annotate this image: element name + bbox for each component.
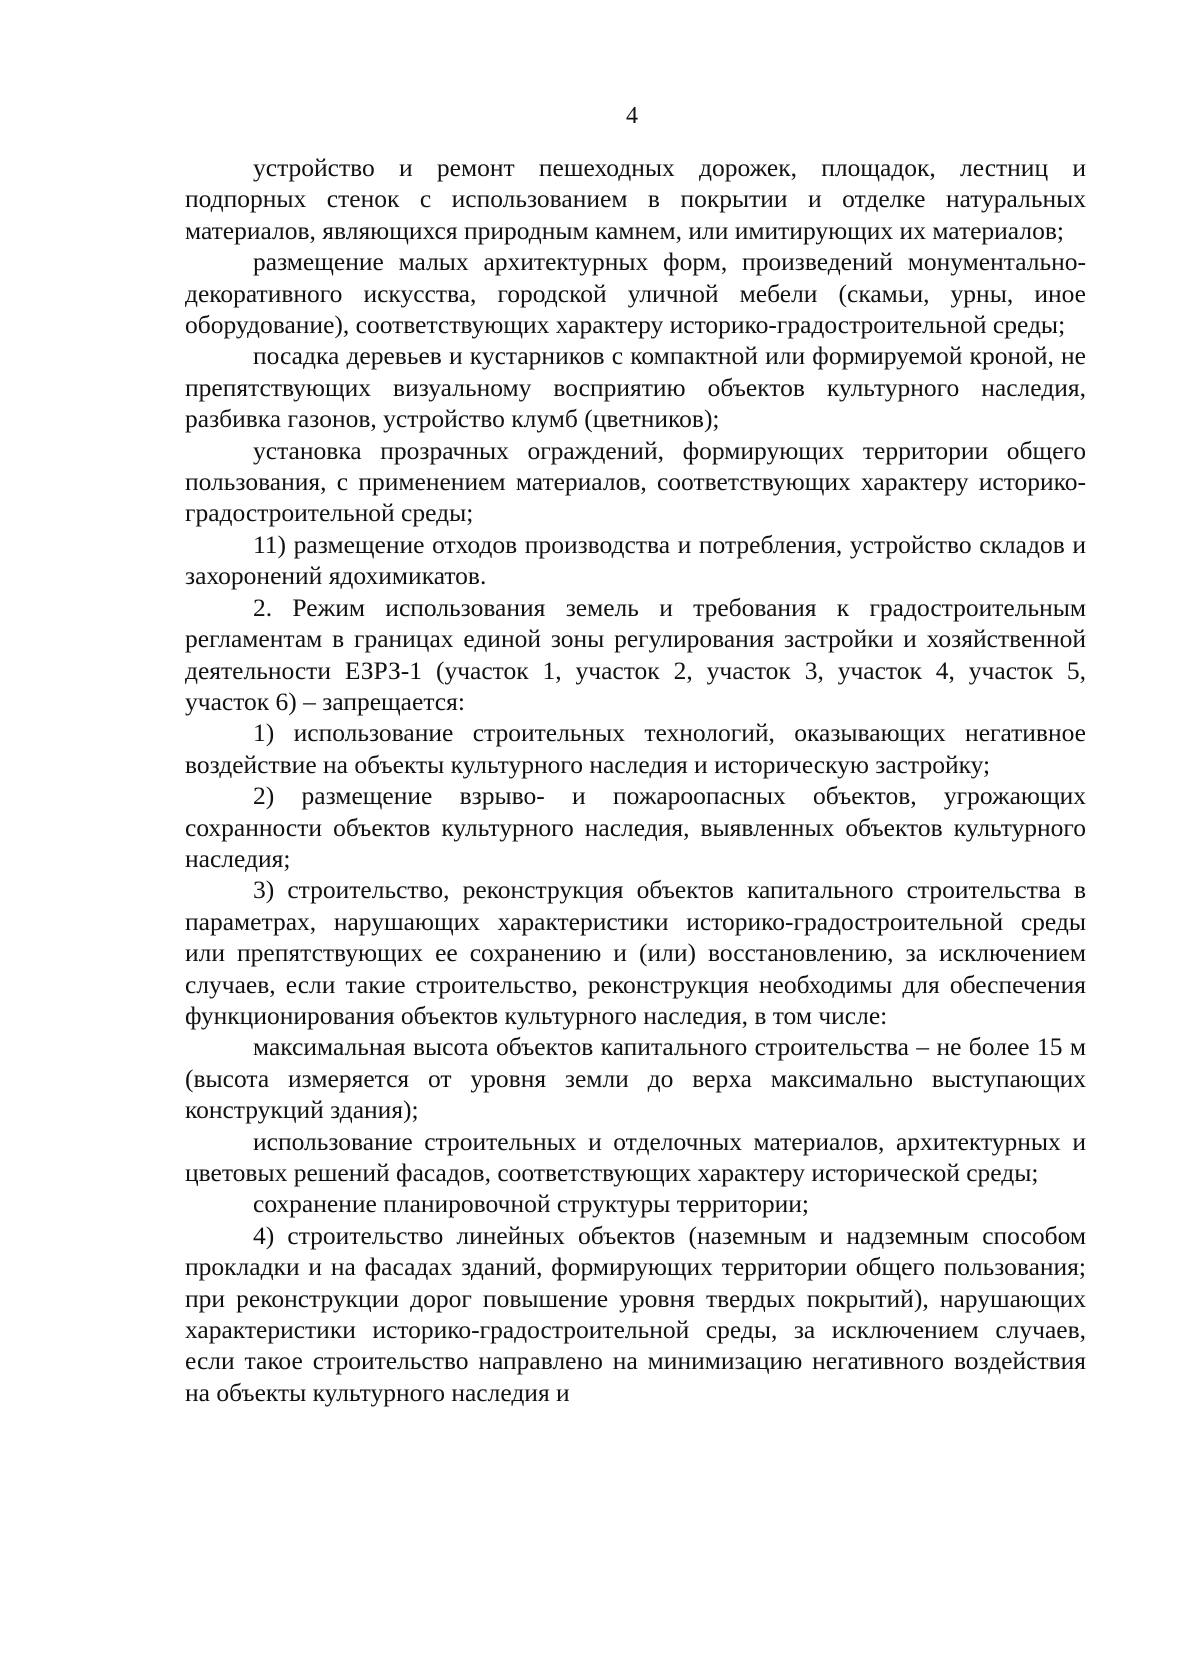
paragraph-planning-structure: сохранение планировочной структуры территории; bbox=[253, 1189, 809, 1219]
paragraph-item-11-waste: 11) размещение отходов производства и потребления, устройство складов и захоронений ядохимикатов. bbox=[185, 529, 1086, 591]
paragraph-planting-trees: посадка деревьев и кустарников с компактной или формируемой кроной, не препятствующих визуальному восприятию объектов культурного наследия, разбивка газонов, устройство клумб (цветников); bbox=[185, 341, 1086, 434]
paragraph-item-4-linear-objects: 4) строительство линейных объектов (наземным и надземным способом прокладки и на фасадах зданий, формирующих территории общего пользования; при реконструкции дорог повышение уровня твердых покрытий), нарушающих характеристики историко-градостроительной среды, за исключением случаев, если такое строительство направлено на минимизацию негативного воздействия на объекты культурного наследия и bbox=[185, 1220, 1086, 1407]
paragraph-improvement-paths: устройство и ремонт пешеходных дорожек, площадок, лестниц и подпорных стенок с использованием в покрытии и отделке натуральных материалов, являющихся природным камнем, или имитирующих их материалов; bbox=[185, 153, 1086, 245]
paragraph-small-architectural-forms: размещение малых архитектурных форм, произведений монументально-декоративного искусства, городской уличной мебели (скамьи, урны, иное оборудование), соответствующих характеру историко-градостроительной среды; bbox=[185, 247, 1086, 340]
paragraph-item-2-explosive-objects: 2) размещение взрыво- и пожароопасных объектов, угрожающих сохранности объектов культурного наследия, выявленных объектов культурного наследия; bbox=[185, 781, 1086, 873]
paragraph-section-2-regime: 2. Режим использования земель и требования к градостроительным регламентам в границах единой зоны регулирования застройки и хозяйственной деятельности ЕЗРЗ-1 (участок 1, участок 2, участок 3, участок 4, участок 5, участок 6) – запрещается: bbox=[185, 592, 1086, 716]
paragraph-item-1-technologies: 1) использование строительных технологий, оказывающих негативное воздействие на объекты культурного наследия и историческую застройку; bbox=[185, 718, 1086, 779]
paragraph-transparent-fences: установка прозрачных ограждений, формирующих территории общего пользования, с применением материалов, соответствующих характеру историко-градостроительной среды; bbox=[185, 435, 1086, 528]
paragraph-item-3-construction: 3) строительство, реконструкция объектов капитального строительства в параметрах, нарушающих характеристики историко-градостроительной среды или препятствующих ее сохранению и (или) восстановлению, за исключением случаев, если такие строительство, реконструкция необходимы для обеспечения функционирования объектов культурного наследия, в том числе: bbox=[185, 875, 1086, 1030]
document-body bbox=[185, 152, 1086, 1408]
paragraph-max-height: максимальная высота объектов капитального строительства – не более 15 м (высота измеряется от уровня земли до верха максимально выступающих конструкций здания); bbox=[185, 1032, 1086, 1125]
paragraph-materials-facades: использование строительных и отделочных материалов, архитектурных и цветовых решений фасадов, соответствующих характеру исторической среды; bbox=[185, 1126, 1086, 1187]
page-number: 4 bbox=[626, 103, 638, 129]
